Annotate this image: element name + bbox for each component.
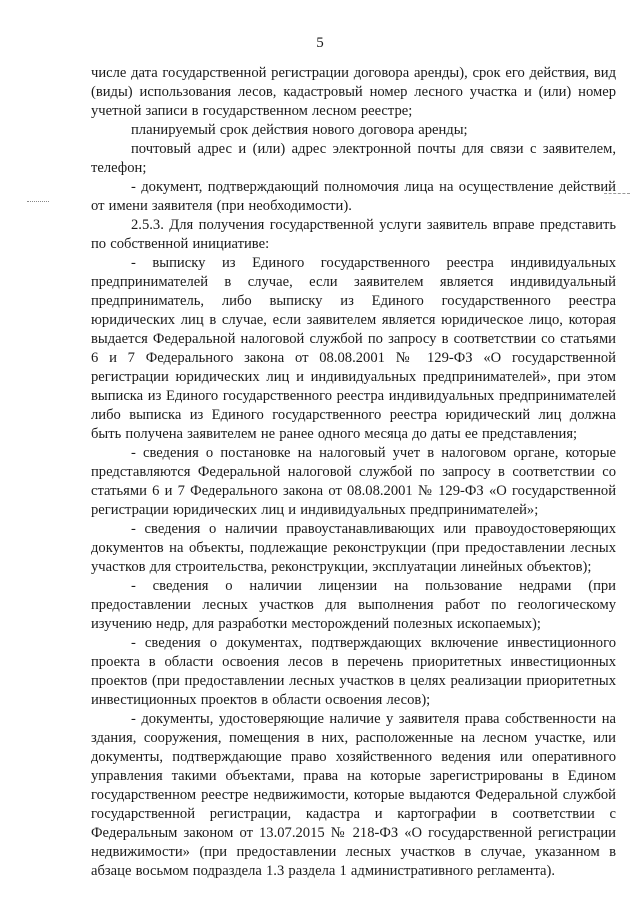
document-body bbox=[91, 64, 616, 881]
paragraph: почтовый адрес и (или) адрес электронной почты для связи с заявителем, телефон; bbox=[91, 141, 616, 176]
paragraph: - документ, подтверждающий полномочия лица на осуществление действий от имени заявителя (при необходимости). bbox=[91, 179, 616, 214]
paragraph: - документы, удостоверяющие наличие у заявителя права собственности на здания, сооружения, помещения в них, расположенные на лесном участке, или документы, подтверждающие право хозяйственного ведения или оперативного управления такими объектами, права на которые зарегистрированы в Едином государственном реестре недвижимости, которые выдаются Федеральной службой государственной регистрации, кадастра и картографии в соответствии с Федеральным законом от 13.07.2015 № 218-ФЗ «О государственной регистрации недвижимости» (при предоставлении лесных участков в случае, указанном в абзаце восьмом подраздела 1.3 раздела 1 административного регламента). bbox=[91, 711, 616, 879]
paragraph: - сведения о наличии правоустанавливающих или правоудостоверяющих документов на объекты, подлежащие реконструкции (при предоставлении лесных участков для строительства, реконструкции, эксплуатации линейных объектов); bbox=[91, 521, 616, 575]
paragraph: - сведения о наличии лицензии на пользование недрами (при предоставлении лесных участков для выполнения работ по геологическому изучению недр, для разработки месторождений полезных ископаемых); bbox=[91, 578, 616, 632]
paragraph: - сведения о документах, подтверждающих включение инвестиционного проекта в области освоения лесов в перечень приоритетных инвестиционных проектов (при предоставлении лесных участков в целях реализации приоритетных инвестиционных проектов в области освоения лесов); bbox=[91, 635, 616, 708]
paragraph: - сведения о постановке на налоговый учет в налоговом органе, которые представляются Федеральной налоговой службой по запросу в соответствии со статьями 6 и 7 Федерального закона от 08.08.2001 № 129-ФЗ «О государственной регистрации юридических лиц и индивидуальных предпринимателей»; bbox=[91, 445, 616, 518]
paragraph: 2.5.3. Для получения государственной услуги заявитель вправе представить по собственной инициативе: bbox=[91, 217, 616, 252]
paragraph: числе дата государственной регистрации договора аренды), срок его действия, вид (виды) использования лесов, кадастровый номер лесного участка и (или) номер учетной записи в государственном лесном реестре; bbox=[91, 65, 616, 119]
paragraph: - выписку из Единого государственного реестра индивидуальных предпринимателей в случае, если заявителем является индивидуальный предприниматель, либо выписку из Единого государственного реестра юридических лиц в случае, если заявителем является юридическое лицо, которая выдается Федеральной налоговой службой по запросу в соответствии со статьями 6 и 7 Федерального закона от 08.08.2001 № 129-ФЗ «О государственной регистрации юридических лиц и индивидуальных предпринимателей», при этом выписка из Единого государственного реестра индивидуальных предпринимателей либо выписка из Единого государственного реестра юридический лиц должна быть получена заявителем не ранее одного месяца до даты ее представления; bbox=[91, 255, 616, 442]
margin-scan-mark bbox=[27, 201, 49, 204]
paragraph: планируемый срок действия нового договора аренды; bbox=[131, 122, 468, 138]
page-number: 5 bbox=[316, 35, 324, 51]
